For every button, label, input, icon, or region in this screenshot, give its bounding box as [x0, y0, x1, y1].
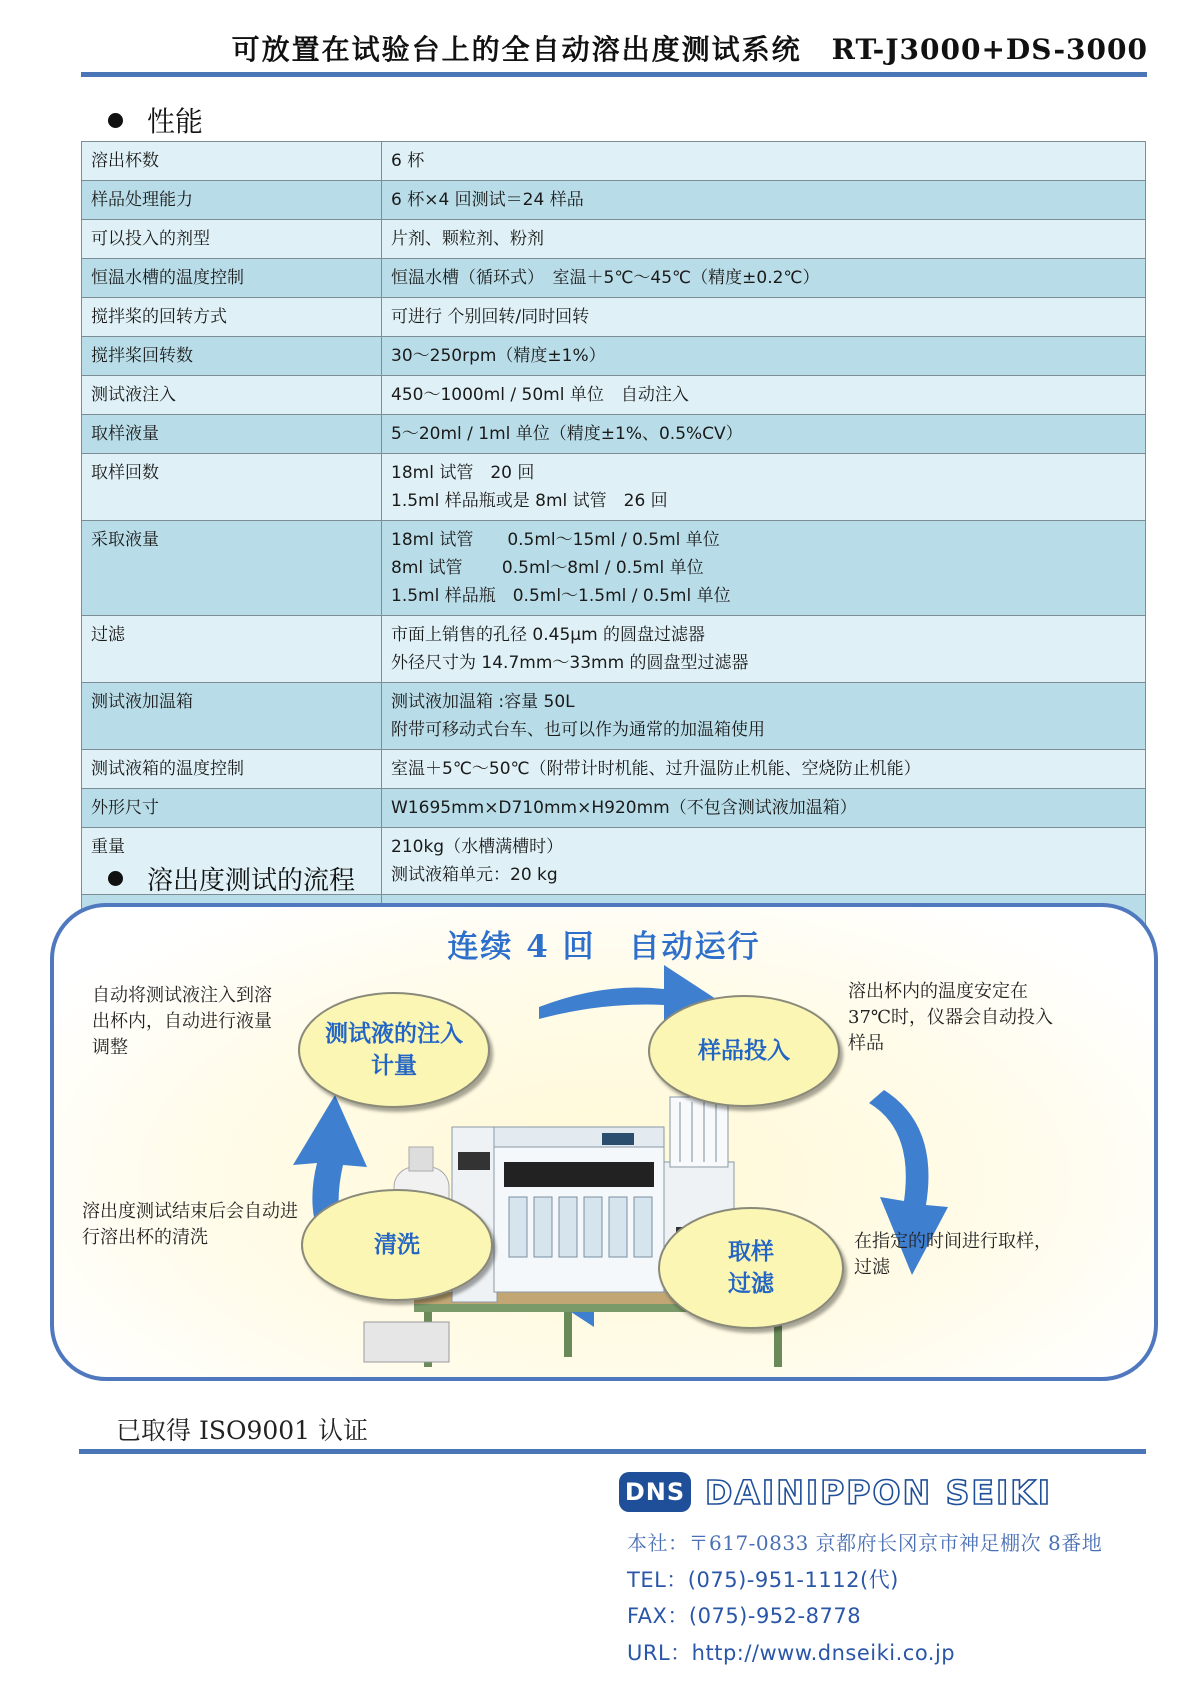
note-line: 过滤	[854, 1257, 890, 1278]
iso-certification: 已取得 ISO9001 认证	[116, 1416, 369, 1445]
spec-value-line: 5～20ml / 1ml 单位（精度±1%、0.5%CV）	[391, 424, 743, 444]
spec-value-line: 附带可移动式台车、也可以作为通常的加温箱使用	[391, 720, 765, 740]
note-line: 调整	[92, 1037, 128, 1058]
step-sampling-line1: 取样	[728, 1238, 774, 1265]
table-row	[82, 298, 1146, 337]
spec-label: 测试液注入	[82, 376, 382, 415]
model-number: RT-J3000+DS-3000	[831, 33, 1148, 66]
table-row	[82, 789, 1146, 828]
note-inject	[92, 983, 272, 1061]
spec-value-line: 恒温水槽（循环式） 室温＋5℃～45℃（精度±0.2℃）	[391, 268, 820, 288]
company-fax: FAX：(075)-952-8778	[627, 1604, 862, 1628]
spec-value-line: 18ml 试管 0.5ml～15ml / 0.5ml 单位	[391, 530, 720, 550]
company-address: 本社：〒617-0833 京都府长冈京市神足棚次 8番地	[627, 1531, 1103, 1555]
spec-value	[382, 828, 1146, 895]
table-row	[82, 181, 1146, 220]
spec-label: 搅拌桨回转数	[82, 337, 382, 376]
spec-value	[382, 521, 1146, 616]
spec-label: 可以投入的剂型	[82, 220, 382, 259]
header-divider	[81, 72, 1147, 77]
note-line: 37℃时，仪器会自动投入	[848, 1007, 1054, 1028]
company-name: DAINIPPON SEIKI	[705, 1472, 1053, 1512]
spec-value-line: W1695mm×D710mm×H920mm（不包含测试液加温箱）	[391, 798, 857, 818]
spec-value	[382, 337, 1146, 376]
step-inject-line2: 计量	[371, 1052, 417, 1079]
bullet-icon	[108, 113, 123, 128]
step-sampling-filter	[658, 1207, 844, 1329]
table-row	[82, 415, 1146, 454]
spec-value-line: 测试液加温箱 :容量 50L	[391, 692, 575, 712]
spec-label: 恒温水槽的温度控制	[82, 259, 382, 298]
spec-value-line: 1.5ml 样品瓶 0.5ml～1.5ml / 0.5ml 单位	[391, 586, 731, 606]
step-sample-input-line1: 样品投入	[698, 1037, 790, 1064]
spec-value	[382, 298, 1146, 337]
table-row	[82, 337, 1146, 376]
spec-value-line: 8ml 试管 0.5ml～8ml / 0.5ml 单位	[391, 558, 704, 578]
note-line: 自动将测试液注入到溶	[92, 985, 272, 1006]
spec-label: 样品处理能力	[82, 181, 382, 220]
spec-value	[382, 142, 1146, 181]
flow-diagram	[50, 903, 1158, 1381]
table-row	[82, 521, 1146, 616]
spec-value-line: 片剂、颗粒剂、粉剂	[391, 229, 544, 249]
spec-value	[382, 181, 1146, 220]
spec-value-line: 6 杯×4 回测试＝24 样品	[391, 190, 584, 210]
spec-value	[382, 220, 1146, 259]
spec-label: 搅拌桨的回转方式	[82, 298, 382, 337]
spec-label: 采取液量	[82, 521, 382, 616]
flow-title: 连续 4 回 自动运行	[447, 929, 761, 965]
note-line: 行溶出杯的清洗	[82, 1227, 208, 1248]
note-sampling	[854, 1229, 1052, 1281]
spec-value	[382, 683, 1146, 750]
logo-badge: DNS	[619, 1472, 691, 1512]
spec-value-line: 测试液箱单元：20 kg	[391, 865, 558, 885]
spec-value	[382, 616, 1146, 683]
spec-label: 重量	[82, 828, 382, 895]
spec-value	[382, 415, 1146, 454]
company-url[interactable]: URL：http://www.dnseiki.co.jp	[627, 1641, 956, 1665]
performance-heading	[108, 100, 203, 140]
spec-value-line: 6 杯	[391, 151, 425, 171]
flow-heading-text: 溶出度测试的流程	[147, 866, 356, 896]
spec-value-line: 室温＋5℃～50℃（附带计时机能、过升温防止机能、空烧防止机能）	[391, 759, 921, 779]
note-line: 在指定的时间进行取样，	[854, 1231, 1052, 1252]
company-tel: TEL：(075)-951-1112(代)	[627, 1568, 899, 1592]
spec-label: 测试液加温箱	[82, 683, 382, 750]
bullet-icon	[108, 871, 123, 886]
spec-value-line: 可进行 个别回转/同时回转	[391, 307, 590, 327]
table-row	[82, 142, 1146, 181]
page-title	[0, 28, 1148, 68]
footer-divider	[79, 1449, 1146, 1454]
note-line: 溶出杯内的温度安定在	[848, 981, 1028, 1002]
note-line: 出杯内，自动进行液量	[92, 1011, 272, 1032]
spec-value-line: 外径尺寸为 14.7mm～33mm 的圆盘型过滤器	[391, 653, 749, 673]
note-line: 样品	[848, 1033, 884, 1054]
title-text: 可放置在试验台上的全自动溶出度测试系统	[231, 33, 802, 66]
step-wash	[301, 1189, 493, 1301]
spec-table	[81, 141, 1146, 934]
spec-value-line: 30～250rpm（精度±1%）	[391, 346, 606, 366]
table-row	[82, 259, 1146, 298]
table-row	[82, 616, 1146, 683]
spec-label: 过滤	[82, 616, 382, 683]
spec-label: 溶出杯数	[82, 142, 382, 181]
spec-label: 外形尺寸	[82, 789, 382, 828]
spec-label: 取样回数	[82, 454, 382, 521]
note-line: 溶出度测试结束后会自动进	[82, 1201, 298, 1222]
table-row	[82, 376, 1146, 415]
table-row	[82, 220, 1146, 259]
table-row	[82, 454, 1146, 521]
step-inject-line1: 测试液的注入	[325, 1020, 463, 1047]
table-row	[82, 750, 1146, 789]
flow-heading	[108, 860, 355, 897]
spec-label: 测试液箱的温度控制	[82, 750, 382, 789]
spec-value-line: 450～1000ml / 50ml 单位 自动注入	[391, 385, 689, 405]
step-wash-line1: 清洗	[374, 1231, 420, 1258]
note-sample-input	[848, 979, 1053, 1057]
table-row	[82, 683, 1146, 750]
spec-value	[382, 259, 1146, 298]
step-sample-input	[648, 995, 840, 1107]
spec-label: 取样液量	[82, 415, 382, 454]
spec-value	[382, 454, 1146, 521]
spec-value	[382, 789, 1146, 828]
company-logo	[619, 1472, 1052, 1512]
spec-value-line: 1.5ml 样品瓶或是 8ml 试管 26 回	[391, 491, 668, 511]
spec-value-line: 市面上销售的孔径 0.45μm 的圆盘过滤器	[391, 625, 706, 645]
spec-value	[382, 376, 1146, 415]
step-inject-measure	[298, 992, 490, 1108]
spec-value-line: 18ml 试管 20 回	[391, 463, 535, 483]
note-wash	[82, 1199, 298, 1251]
performance-heading-text: 性能	[147, 105, 204, 138]
spec-value-line: 210kg（水槽满槽时）	[391, 837, 564, 857]
step-sampling-line2: 过滤	[728, 1270, 774, 1297]
spec-value	[382, 750, 1146, 789]
